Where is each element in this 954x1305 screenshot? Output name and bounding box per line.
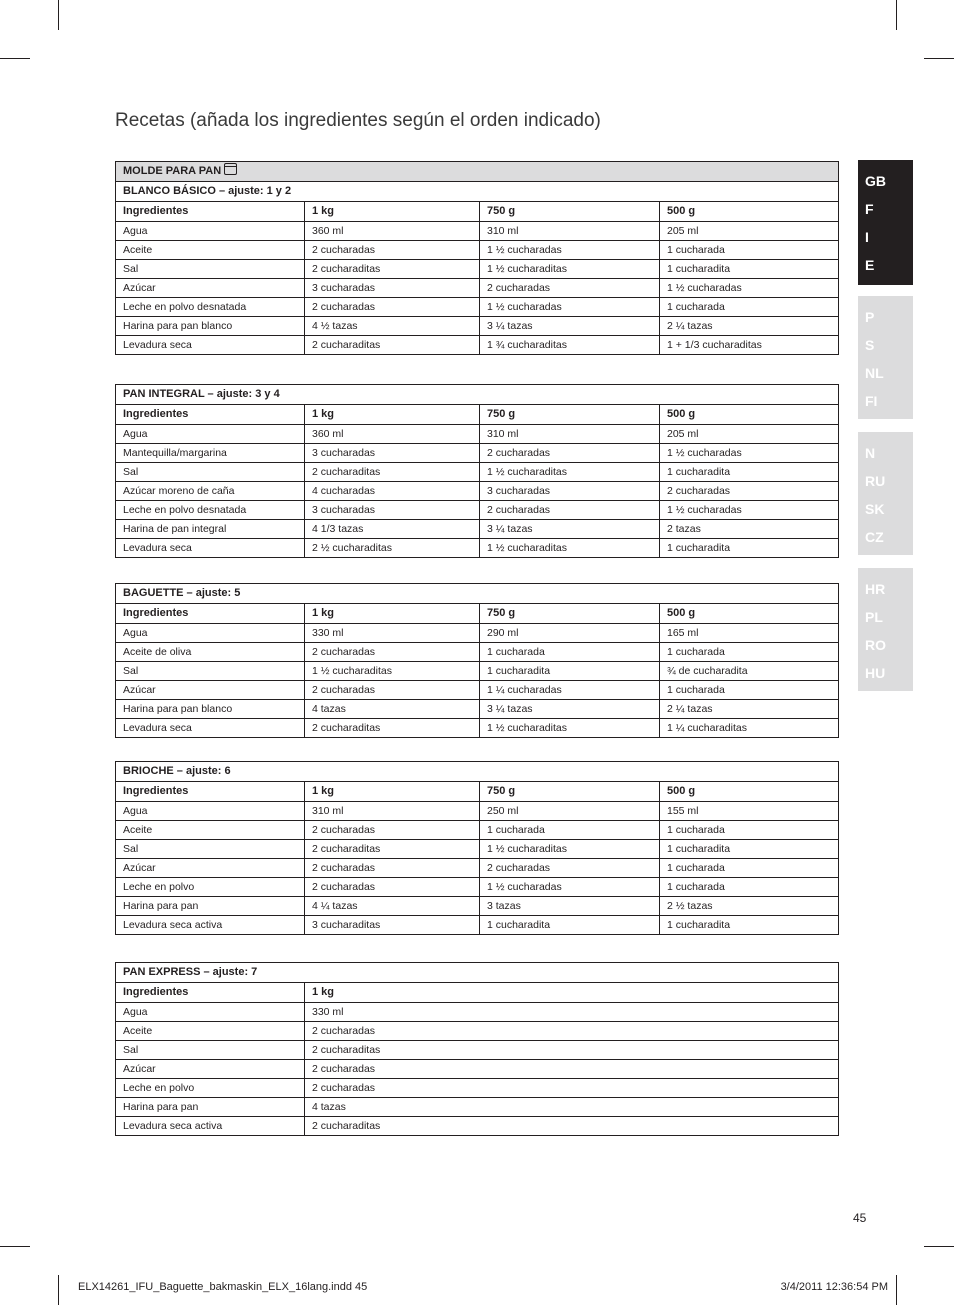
ingredient-cell: Agua (116, 425, 305, 444)
language-group-hr-pl-ro-hu (858, 568, 913, 691)
language-code: N (865, 445, 876, 461)
ingredient-cell: Agua (116, 624, 305, 643)
language-code: E (865, 257, 875, 273)
quantity-cell: 4 ¼ tazas (305, 897, 480, 916)
table-row (116, 1003, 839, 1022)
quantity-cell: 1 ½ cucharaditas (305, 662, 480, 681)
ingredient-cell: Harina para pan blanco (116, 700, 305, 719)
ingredient-cell: Mantequilla/margarina (116, 444, 305, 463)
quantity-cell: 330 ml (305, 624, 480, 643)
quantity-cell: 2 cucharaditas (305, 336, 480, 355)
ingredient-cell: Sal (116, 662, 305, 681)
quantity-cell: 2 cucharadas (305, 1060, 839, 1079)
ingredient-cell: Harina para pan (116, 1098, 305, 1117)
table-row (116, 643, 839, 662)
quantity-cell: 310 ml (480, 425, 660, 444)
quantity-cell: 1 ½ cucharadas (660, 444, 839, 463)
quantity-cell: 1 cucharadita (660, 260, 839, 279)
table-header-row (116, 202, 839, 222)
quantity-cell: 2 ¼ tazas (660, 700, 839, 719)
ingredient-cell: Levadura seca (116, 539, 305, 558)
quantity-cell: 205 ml (660, 222, 839, 241)
quantity-cell: 250 ml (480, 802, 660, 821)
crop-mark (58, 0, 59, 30)
table-row (116, 222, 839, 241)
column-header: 750 g (480, 782, 660, 802)
quantity-cell: 2 cucharadas (305, 1022, 839, 1041)
quantity-cell: 3 ¼ tazas (480, 700, 660, 719)
quantity-cell: 2 cucharadas (480, 279, 660, 298)
quantity-cell: 1 ½ cucharadas (480, 878, 660, 897)
column-header: Ingredientes (116, 405, 305, 425)
column-header: 1 kg (305, 782, 480, 802)
language-code: HU (865, 665, 886, 681)
crop-mark (58, 1275, 59, 1305)
table-row (116, 897, 839, 916)
quantity-cell: ¾ de cucharadita (660, 662, 839, 681)
ingredient-cell: Aceite (116, 821, 305, 840)
recipe-title: PAN EXPRESS – ajuste: 7 (116, 963, 839, 983)
recipe-title: BAGUETTE – ajuste: 5 (116, 584, 839, 604)
table-row (116, 840, 839, 859)
ingredient-cell: Sal (116, 463, 305, 482)
ingredient-cell: Azúcar moreno de caña (116, 482, 305, 501)
page-title: Recetas (añada los ingredientes según el orden indicado) (115, 110, 601, 131)
quantity-cell: 2 tazas (660, 520, 839, 539)
ingredient-cell: Leche en polvo desnatada (116, 298, 305, 317)
quantity-cell: 2 cucharadas (305, 681, 480, 700)
mold-header (116, 162, 839, 182)
quantity-cell: 2 cucharadas (480, 444, 660, 463)
quantity-cell: 2 cucharadas (305, 878, 480, 897)
quantity-cell: 2 cucharaditas (305, 719, 480, 738)
quantity-cell: 2 ½ cucharaditas (305, 539, 480, 558)
language-code: I (865, 229, 869, 245)
table-row (116, 463, 839, 482)
quantity-cell: 2 cucharaditas (305, 260, 480, 279)
quantity-cell: 2 cucharadas (305, 241, 480, 260)
ingredient-cell: Agua (116, 802, 305, 821)
table-row (116, 878, 839, 897)
column-header: Ingredientes (116, 782, 305, 802)
quantity-cell: 1 cucharada (660, 298, 839, 317)
ingredient-cell: Azúcar (116, 279, 305, 298)
table-row (116, 1079, 839, 1098)
language-code: SK (865, 501, 885, 517)
quantity-cell: 1 cucharadita (660, 539, 839, 558)
quantity-cell: 205 ml (660, 425, 839, 444)
quantity-cell: 3 tazas (480, 897, 660, 916)
quantity-cell: 2 cucharaditas (305, 463, 480, 482)
mold-label: MOLDE PARA PAN (123, 165, 222, 177)
table-header-row (116, 405, 839, 425)
quantity-cell: 1 cucharadita (660, 463, 839, 482)
page-number: 45 (853, 1211, 867, 1225)
quantity-cell: 1 + 1/3 cucharaditas (660, 336, 839, 355)
table-row (116, 241, 839, 260)
ingredient-cell: Aceite (116, 241, 305, 260)
quantity-cell: 1 cucharada (660, 241, 839, 260)
quantity-cell: 1 cucharada (660, 859, 839, 878)
ingredient-cell: Levadura seca activa (116, 1117, 305, 1136)
table-row (116, 425, 839, 444)
quantity-cell: 2 cucharadas (305, 643, 480, 662)
quantity-cell: 1 ¼ cucharadas (480, 681, 660, 700)
quantity-cell: 2 cucharadas (480, 859, 660, 878)
quantity-cell: 310 ml (305, 802, 480, 821)
column-header: Ingredientes (116, 604, 305, 624)
quantity-cell: 3 cucharadas (305, 279, 480, 298)
quantity-cell: 2 ½ tazas (660, 897, 839, 916)
recipe-table-baguette (115, 583, 839, 738)
table-row (116, 1098, 839, 1117)
table-row (116, 279, 839, 298)
column-header: 500 g (660, 604, 839, 624)
table-row (116, 317, 839, 336)
quantity-cell: 2 cucharadas (660, 482, 839, 501)
table-row (116, 719, 839, 738)
column-header: Ingredientes (116, 202, 305, 222)
table-row (116, 700, 839, 719)
quantity-cell: 1 cucharada (660, 681, 839, 700)
ingredient-cell: Agua (116, 222, 305, 241)
ingredient-cell: Levadura seca (116, 719, 305, 738)
table-row (116, 482, 839, 501)
language-code: F (865, 201, 874, 217)
quantity-cell: 310 ml (480, 222, 660, 241)
quantity-cell: 2 cucharadas (305, 821, 480, 840)
crop-mark (924, 1246, 954, 1247)
table-row (116, 1022, 839, 1041)
quantity-cell: 3 cucharadas (305, 444, 480, 463)
ingredient-cell: Aceite de oliva (116, 643, 305, 662)
quantity-cell: 2 ¼ tazas (660, 317, 839, 336)
quantity-cell: 3 cucharaditas (305, 916, 480, 935)
quantity-cell: 360 ml (305, 425, 480, 444)
column-header: 500 g (660, 202, 839, 222)
quantity-cell: 155 ml (660, 802, 839, 821)
quantity-cell: 4 cucharadas (305, 482, 480, 501)
crop-mark (0, 1246, 30, 1247)
column-header: 750 g (480, 604, 660, 624)
column-header: 500 g (660, 782, 839, 802)
table-header-row (116, 782, 839, 802)
quantity-cell: 2 cucharaditas (305, 1041, 839, 1060)
slug-file-info: ELX14261_IFU_Baguette_bakmaskin_ELX_16lang.indd 45 (78, 1281, 368, 1293)
column-header: 750 g (480, 405, 660, 425)
table-row (116, 802, 839, 821)
table-row (116, 859, 839, 878)
language-code: RO (865, 637, 886, 653)
language-code: P (865, 309, 875, 325)
quantity-cell: 165 ml (660, 624, 839, 643)
quantity-cell: 1 ½ cucharadas (660, 279, 839, 298)
quantity-cell: 360 ml (305, 222, 480, 241)
recipe-table-pan-express (115, 962, 839, 1136)
table-row (116, 444, 839, 463)
table-row (116, 821, 839, 840)
language-code: PL (865, 609, 883, 625)
language-code: RU (865, 473, 886, 489)
quantity-cell: 1 ½ cucharaditas (480, 260, 660, 279)
table-row (116, 539, 839, 558)
language-code: S (865, 337, 875, 353)
quantity-cell: 1 cucharada (660, 643, 839, 662)
ingredient-cell: Levadura seca (116, 336, 305, 355)
quantity-cell: 3 cucharadas (305, 501, 480, 520)
language-group-n-ru-sk-cz (858, 432, 913, 555)
ingredient-cell: Aceite (116, 1022, 305, 1041)
ingredient-cell: Azúcar (116, 859, 305, 878)
ingredient-cell: Azúcar (116, 1060, 305, 1079)
table-row (116, 501, 839, 520)
ingredient-cell: Sal (116, 1041, 305, 1060)
table-row (116, 1060, 839, 1079)
quantity-cell: 3 ¼ tazas (480, 317, 660, 336)
table-row (116, 662, 839, 681)
recipe-title: BRIOCHE – ajuste: 6 (116, 762, 839, 782)
quantity-cell: 1 cucharadita (480, 916, 660, 935)
language-code: CZ (865, 529, 884, 545)
quantity-cell: 1 cucharadita (660, 916, 839, 935)
quantity-cell: 1 cucharada (480, 821, 660, 840)
column-header: Ingredientes (116, 983, 305, 1003)
table-row (116, 1117, 839, 1136)
table-header-row (116, 983, 839, 1003)
ingredient-cell: Harina para pan blanco (116, 317, 305, 336)
slug-timestamp: 3/4/2011 12:36:54 PM (780, 1281, 888, 1293)
column-header: 1 kg (305, 202, 480, 222)
quantity-cell: 1 ½ cucharaditas (480, 463, 660, 482)
quantity-cell: 2 cucharadas (305, 1079, 839, 1098)
quantity-cell: 2 cucharadas (480, 501, 660, 520)
language-group-p-s-nl-fi (858, 296, 913, 419)
quantity-cell: 4 tazas (305, 1098, 839, 1117)
quantity-cell: 330 ml (305, 1003, 839, 1022)
language-code: NL (865, 365, 884, 381)
column-header: 1 kg (305, 604, 480, 624)
ingredient-cell: Leche en polvo (116, 878, 305, 897)
quantity-cell: 1 ½ cucharaditas (480, 719, 660, 738)
table-row (116, 336, 839, 355)
language-code: GB (865, 173, 886, 189)
quantity-cell: 1 cucharada (480, 643, 660, 662)
quantity-cell: 1 ¼ cucharaditas (660, 719, 839, 738)
table-row (116, 624, 839, 643)
bread-pan-icon (224, 163, 237, 175)
quantity-cell: 3 ¼ tazas (480, 520, 660, 539)
recipe-title: PAN INTEGRAL – ajuste: 3 y 4 (116, 385, 839, 405)
ingredient-cell: Agua (116, 1003, 305, 1022)
crop-mark (896, 0, 897, 30)
quantity-cell: 4 1/3 tazas (305, 520, 480, 539)
column-header: 750 g (480, 202, 660, 222)
recipe-table-pan-integral (115, 384, 839, 558)
quantity-cell: 2 cucharaditas (305, 1117, 839, 1136)
crop-mark (924, 58, 954, 59)
column-header: 1 kg (305, 983, 839, 1003)
table-row (116, 916, 839, 935)
quantity-cell: 2 cucharaditas (305, 840, 480, 859)
quantity-cell: 1 ½ cucharadas (660, 501, 839, 520)
table-row (116, 298, 839, 317)
ingredient-cell: Harina de pan integral (116, 520, 305, 539)
quantity-cell: 2 cucharadas (305, 859, 480, 878)
crop-mark (896, 1275, 897, 1305)
recipe-title: BLANCO BÁSICO – ajuste: 1 y 2 (116, 182, 839, 202)
ingredient-cell: Harina para pan (116, 897, 305, 916)
quantity-cell: 290 ml (480, 624, 660, 643)
ingredient-cell: Levadura seca activa (116, 916, 305, 935)
table-row (116, 681, 839, 700)
quantity-cell: 1 cucharada (660, 878, 839, 897)
table-header-row (116, 604, 839, 624)
ingredient-cell: Sal (116, 260, 305, 279)
recipe-table-brioche (115, 761, 839, 935)
quantity-cell: 1 cucharada (660, 821, 839, 840)
quantity-cell: 1 cucharadita (480, 662, 660, 681)
quantity-cell: 2 cucharadas (305, 298, 480, 317)
quantity-cell: 3 cucharadas (480, 482, 660, 501)
quantity-cell: 1 ½ cucharadas (480, 298, 660, 317)
language-code: FI (865, 393, 878, 409)
quantity-cell: 1 ½ cucharaditas (480, 539, 660, 558)
quantity-cell: 1 cucharadita (660, 840, 839, 859)
ingredient-cell: Sal (116, 840, 305, 859)
table-row (116, 520, 839, 539)
ingredient-cell: Leche en polvo desnatada (116, 501, 305, 520)
column-header: 500 g (660, 405, 839, 425)
column-header: 1 kg (305, 405, 480, 425)
quantity-cell: 4 tazas (305, 700, 480, 719)
recipe-table-blanco-basico (115, 161, 839, 355)
quantity-cell: 1 ½ cucharadas (480, 241, 660, 260)
table-row (116, 1041, 839, 1060)
ingredient-cell: Leche en polvo (116, 1079, 305, 1098)
quantity-cell: 1 ¾ cucharaditas (480, 336, 660, 355)
language-code: HR (865, 581, 886, 597)
ingredient-cell: Azúcar (116, 681, 305, 700)
crop-mark (0, 58, 30, 59)
quantity-cell: 1 ½ cucharaditas (480, 840, 660, 859)
language-group-gb-f-i-e (858, 160, 913, 285)
quantity-cell: 4 ½ tazas (305, 317, 480, 336)
table-row (116, 260, 839, 279)
